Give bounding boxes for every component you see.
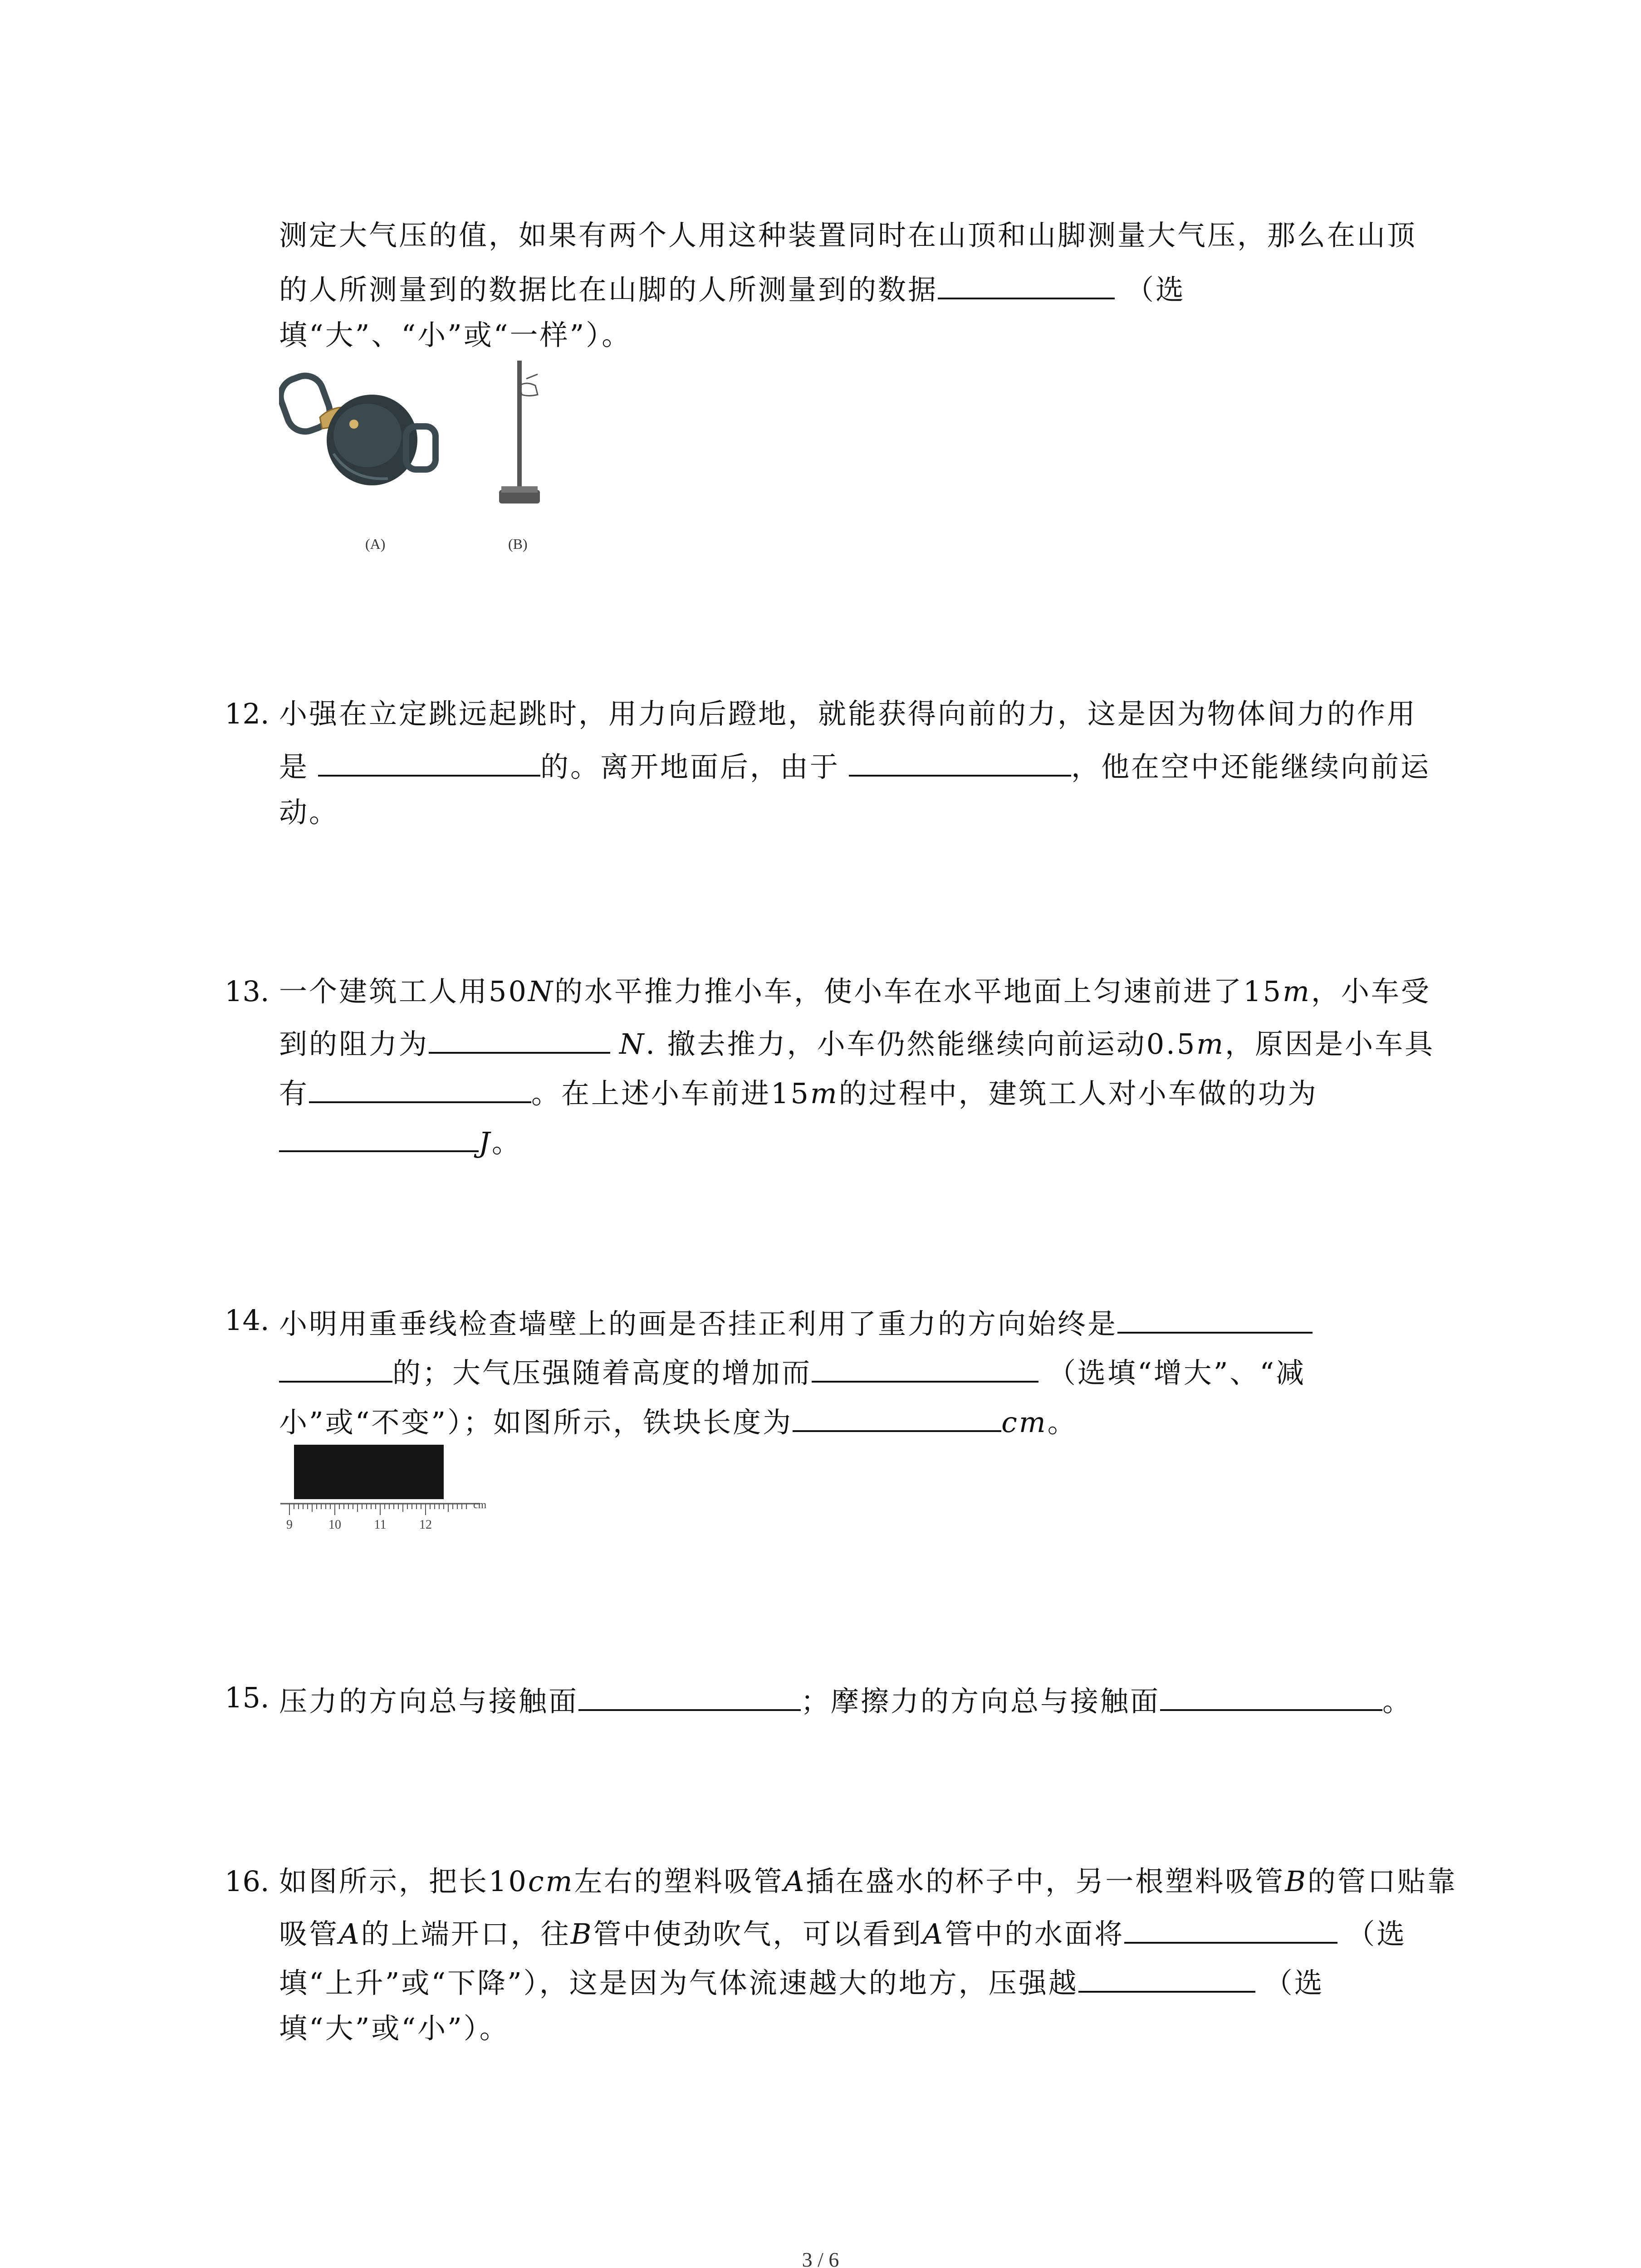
q11-caption-b: (B): [508, 536, 528, 552]
q16-number: 16.: [225, 1865, 269, 1898]
q14-ruler-figure: [280, 1445, 489, 1540]
q14-number: 14.: [225, 1304, 269, 1337]
q13-line-1-e: 15: [1243, 975, 1283, 1008]
q14-line-1: [279, 1306, 1313, 1338]
q14-answer-blank-3[interactable]: [793, 1405, 1001, 1432]
q16-answer-blank-1[interactable]: [1124, 1916, 1337, 1944]
q11-figure-a: [279, 372, 447, 508]
q11-answer-blank[interactable]: [938, 272, 1115, 299]
q15-answer-blank-2[interactable]: [1160, 1684, 1382, 1711]
q16-line-3-a: 填“上升”或“下降”），这是因为气体流速越大的地方，压强越: [279, 1966, 1078, 1999]
q11-line-2-text: 的人所测量到的数据比在山脚的人所测量到的数据: [279, 273, 938, 306]
q14-answer-blank-1b[interactable]: [279, 1355, 392, 1383]
q16-line-1-b: 10: [489, 1865, 528, 1898]
q16-line-2-c: 的上端开口，往: [361, 1917, 571, 1950]
ruler-tick-9: 9: [286, 1518, 293, 1532]
q14-line-3: [279, 1405, 1078, 1437]
q16-line-2-f: A: [922, 1917, 945, 1950]
ruler-tick-10: 10: [328, 1518, 341, 1532]
q14-answer-blank-1a[interactable]: [1117, 1306, 1313, 1334]
q13-line-1-c: N: [528, 975, 555, 1008]
q16-line-1-c: cm: [528, 1865, 574, 1898]
q11-caption-a: (A): [365, 536, 386, 552]
q15-line-1-a: 压力的方向总与接触面: [279, 1685, 579, 1718]
q11-line-3: 填“大”、“小”或“一样”）。: [279, 318, 632, 352]
q13-line-1-d: 的水平推力推小车，使小车在水平地面上匀速前进了: [554, 975, 1244, 1008]
q16-line-1-g: B: [1285, 1865, 1308, 1898]
q13-answer-blank-2[interactable]: [309, 1076, 531, 1103]
q16-line-1-a: 如图所示，把长: [279, 1865, 489, 1898]
q13-line-3-b: 。在上述小车前进: [531, 1077, 771, 1110]
q13-line-3: [279, 1076, 1318, 1108]
ruler-tick-12: 12: [419, 1518, 432, 1532]
q13-line-4: [279, 1125, 522, 1157]
q12-line-2-b: 的。离开地面后，由于: [540, 750, 840, 783]
ruler-illustration: [280, 1445, 489, 1540]
q14-line-3-a: 小”或“不变”）；如图所示，铁块长度为: [279, 1406, 793, 1439]
q13-line-3-d: m: [810, 1077, 839, 1110]
q16-line-2-b: A: [339, 1917, 361, 1950]
q14-line-2-a: 的；大气压强随着高度的增加而: [392, 1356, 812, 1389]
q16-line-1: [279, 1867, 1457, 1896]
q13-line-2-d: 0.5: [1146, 1027, 1197, 1061]
q13-answer-blank-1[interactable]: [429, 1026, 610, 1054]
q12-line-2-a: 是: [279, 750, 309, 783]
q13-answer-blank-3[interactable]: [279, 1125, 479, 1152]
q13-number: 13.: [225, 975, 269, 1008]
q13-line-1-a: 一个建筑工人用: [279, 975, 489, 1008]
hemisphere-device-illustration: [279, 372, 447, 508]
q13-line-2: [279, 1026, 1435, 1061]
q16-answer-blank-2[interactable]: [1078, 1965, 1255, 1993]
q13-line-1-b: 50: [489, 975, 528, 1008]
q11-line-2-tail: （选: [1126, 273, 1186, 306]
q16-line-3: [279, 1965, 1324, 1997]
q13-line-2-f: ，原因是小车具: [1225, 1027, 1435, 1061]
q14-line-1-text: 小明用重垂线检查墙壁上的画是否挂正利用了重力的方向始终是: [279, 1307, 1118, 1340]
q14-answer-blank-2[interactable]: [812, 1355, 1038, 1383]
q14-line-2-b: （选填“增大”、“减: [1048, 1356, 1306, 1389]
q14-line-2: [279, 1355, 1306, 1387]
q13-line-3-e: 的过程中，建筑工人对小车做的功为: [838, 1077, 1318, 1110]
q12-line-3: 动。: [279, 796, 339, 829]
q16-line-3-b: （选: [1264, 1966, 1324, 1999]
q16-line-2-a: 吸管: [279, 1917, 339, 1950]
ruler-unit: cm: [473, 1499, 487, 1511]
q16-line-1-d: 左右的塑料吸管: [574, 1865, 784, 1898]
q13-line-2-a: 到的阻力为: [279, 1027, 429, 1061]
q13-line-1-f: m: [1283, 975, 1311, 1008]
q12-answer-blank-2[interactable]: [849, 749, 1071, 777]
q12-answer-blank-1[interactable]: [318, 749, 540, 777]
q16-line-1-h: 的管口贴靠: [1307, 1865, 1457, 1898]
q16-line-1-f: 插在盛水的杯子中，另一根塑料吸管: [806, 1865, 1285, 1898]
barometer-tube-illustration: [492, 358, 547, 522]
q12-line-2-c: ，他在空中还能继续向前运: [1071, 750, 1431, 783]
q11-figure-b: [492, 358, 547, 522]
q16-line-2-h: （选: [1347, 1917, 1407, 1950]
q13-line-2-e: m: [1196, 1027, 1225, 1061]
q15-number: 15.: [225, 1681, 269, 1714]
q16-line-2: [279, 1916, 1406, 1948]
q15-answer-blank-1[interactable]: [578, 1684, 801, 1711]
q11-line-2: [279, 272, 1185, 304]
q15-line-1: [279, 1684, 1412, 1716]
q15-line-1-c: 。: [1382, 1685, 1413, 1718]
q13-line-2-c: . 撤去推力，小车仍然能继续向前运动: [646, 1027, 1146, 1061]
q11-line-1: 测定大气压的值，如果有两个人用这种装置同时在山顶和山脚测量大气压，那么在山顶: [279, 219, 1417, 252]
ruler-tick-11: 11: [374, 1518, 387, 1532]
q13-line-2-b: N: [619, 1027, 646, 1061]
q15-line-1-b: ；摩擦力的方向总与接触面: [801, 1685, 1161, 1718]
q13-line-1: [279, 975, 1431, 1008]
q13-line-1-g: ，小车受: [1311, 975, 1431, 1008]
q16-line-2-e: 管中使劲吹气，可以看到: [593, 1917, 923, 1950]
q16-line-2-g: 管中的水面将: [945, 1917, 1125, 1950]
iron-block: [294, 1445, 444, 1499]
q16-line-2-d: B: [570, 1917, 593, 1950]
q13-line-4-a: J: [479, 1126, 492, 1159]
q13-line-3-c: 15: [771, 1077, 810, 1110]
q12-number: 12.: [225, 697, 269, 730]
q14-line-3-c: 。: [1047, 1406, 1078, 1439]
q16-line-1-e: A: [784, 1865, 806, 1898]
q12-line-2: [279, 749, 1430, 781]
q13-line-3-a: 有: [279, 1077, 309, 1110]
q16-line-4: 填“大”或“小”）。: [279, 2012, 509, 2045]
page-number: 3 / 6: [802, 2248, 839, 2268]
q12-line-1: 小强在立定跳远起跳时，用力向后蹬地，就能获得向前的力，这是因为物体间力的作用: [279, 697, 1417, 730]
q13-line-4-b: 。: [491, 1126, 522, 1159]
q14-line-3-b: cm: [1001, 1406, 1048, 1439]
